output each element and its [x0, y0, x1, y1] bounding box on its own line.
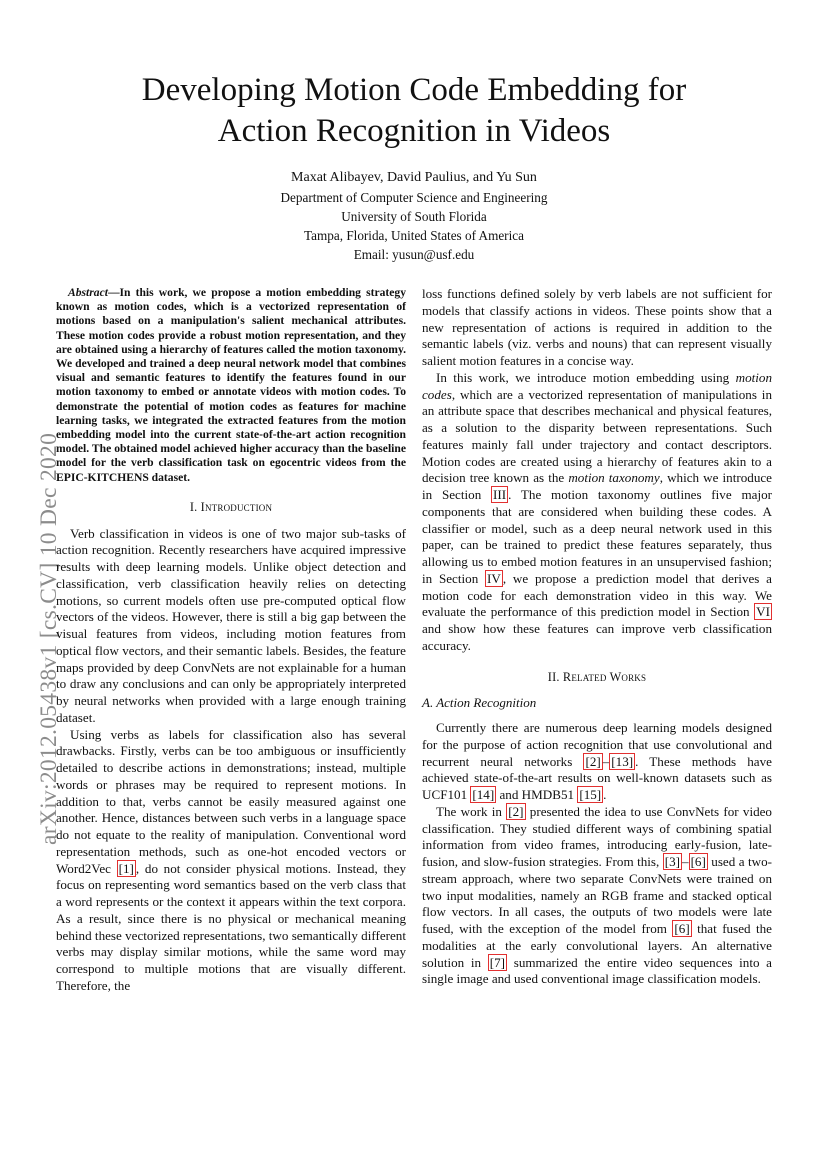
section-link-IV[interactable]: IV: [487, 570, 501, 586]
citation-link-2b[interactable]: [2]: [508, 803, 524, 819]
related-p2-text-a: The work in: [436, 803, 507, 819]
intro-p3-text-d: . The motion taxonomy outlines five major components that are considered when building these codes. A classifier or model, such as a deep neural network used in this paper, can be trained to predict these features separately, thus allowing us to embed motion features in an unsupervised fashion; in Section: [422, 487, 772, 586]
intro-paragraph-3: [422, 370, 772, 655]
abstract-text: —In this work, we propose a motion embedding strategy known as motion codes, which is a vectorized representation of motions based on a manipulation's salient mechanical attributes. These motion codes provide a robust motion representation, and they are obtained using a hierarchy of features called the motion taxonomy. We developed and trained a deep neural network model that combines visual and semantic features to identify the features found in our motion taxonomy to embed or annotate videos with motion codes. To demonstrate the potential of motion codes as features for machine learning tasks, we integrated the extracted features from the motion embedding model into the current state-of-the-art action recognition model. The obtained model achieved higher accuracy than the baseline model for the verb classification task on egocentric videos from the EPIC-KITCHENS dataset.: [56, 286, 406, 484]
related-paragraph-1: [422, 720, 772, 804]
citation-link-15[interactable]: [15]: [579, 787, 602, 802]
left-column: [56, 286, 406, 995]
section-heading-related-works: II. Related Works: [547, 669, 647, 684]
right-column: [422, 286, 772, 988]
intro-paragraph-2-text-b: , do not consider physical motions. Instead, they focus on representing word semantics based on the verb class that a word represents or the context it appears within the text corpora. As a result, since there is no physical or mechanical meaning behind these vectorized representations, two semantically different verbs may display similar motions, while the same word may correspond to multiple motions that are visually different. Therefore, the: [56, 860, 406, 993]
related-p2-text-b: presented the idea to use ConvNets for video classification. They studied different ways of combining spatial information from video frames, introducing early-fusion, late-fusion, and slow-fusion strategies. From this,: [422, 803, 772, 869]
related-p2-dash: –: [682, 854, 689, 869]
intro-p3-text-e: , we propose a prediction model that derives a motion code for each demonstration video in this way. We evaluate the performance of this prediction model in Section: [422, 570, 772, 620]
related-paragraph-2: [422, 804, 772, 988]
author-department: Department of Computer Science and Engineering: [280, 190, 548, 205]
author-university: University of South Florida: [341, 209, 487, 224]
citation-link-1[interactable]: [1]: [118, 860, 134, 876]
citation-link-6b[interactable]: [6]: [674, 921, 690, 936]
abstract-label: Abstract: [68, 286, 108, 299]
section-link-III[interactable]: III: [493, 487, 507, 502]
related-p2-text-c: used a two-stream approach, where two separate ConvNets were trained on two input modalities, namely an RGB frame and stacked optical flow vectors. In all cases, the outputs of two models were late fused, with the exception of the model from: [422, 854, 773, 936]
paper-title: Developing Motion Code Embedding for Action Recognition in Videos: [141, 72, 687, 149]
intro-p3-text-a: In this work, we introduce motion embedding using: [436, 369, 736, 385]
related-p2-text-e: summarized the entire video sequences into a single image and used conventional image classification models.: [422, 954, 772, 987]
intro-paragraph-2: [56, 727, 406, 995]
intro-p3-emphasis-motion-taxonomy: motion taxonomy: [568, 470, 660, 486]
author-email: Email: yusun@usf.edu: [353, 247, 475, 262]
citation-link-3[interactable]: [3]: [664, 854, 681, 869]
citation-link-13[interactable]: [13]: [611, 753, 634, 769]
intro-p3-text-b: , which are a vectorized representation of manipulations in an attribute space that describes mechanical and physical features, as a solution to the disparity between representations. Such features mainly fall under trajectory and contact descriptors. Motion codes are created using a hierarchy of features akin to a decision tree known as the: [422, 386, 772, 486]
related-p1-text-a: Currently there are numerous deep learning models designed for the purpose of action recognition that use convolutional and recurrent neural networks: [422, 720, 772, 769]
citation-link-7[interactable]: [7]: [489, 954, 506, 970]
intro-p3-text-c: , which we introduce in Section: [422, 470, 772, 502]
citation-link-14[interactable]: [14]: [472, 787, 495, 802]
intro-paragraph-2-text-a: Using verbs as labels for classification also has several drawbacks. Firstly, verbs can be too ambiguous or insufficiently detailed to describe actions in demonstrations; instead, multiple words or phrases may be required to represent motions. In addition to that, verbs cannot be easily measured against one another. Hence, distances between such verbs in a language space do not equate to the reality of manipulation. Conventional word representation methods, such as one-hot encoded vectors or Word2Vec: [56, 726, 406, 876]
related-p1-text-c: and HMDB51: [496, 787, 578, 802]
related-p1-text-b: . These methods have achieved state-of-the-art results on well-known datasets such as UCF101: [422, 753, 772, 802]
related-p2-text-d: that fused the modalities at the early convolutional layers. An alternative solution in: [422, 921, 772, 970]
section-link-VI[interactable]: VI: [756, 604, 770, 620]
related-p1-text-d: .: [603, 787, 607, 802]
arxiv-identifier: arXiv:2012.05438v1 [cs.CV] 10 Dec 2020: [36, 432, 62, 845]
intro-paragraph-1: Verb classification in videos is one of two major sub-tasks of action recognition. Recently researchers have acquired impressive results with deep learning models. Unlike object detection and classification, verb classification heavily relies on detecting motions, so current models often use pre-computed optical flow vectors of the videos. However, there is still a big gap between the visual features from videos, including motion features from optical flow vectors, and their semantic labels. Besides, the feature maps provided by deep ConvNets are not explainable for a human to draw any conclusions and can only be appropriately interpreted by neural networks when provided with a large enough training dataset.: [56, 525, 406, 725]
citation-link-6[interactable]: [6]: [690, 854, 706, 869]
intro-paragraph-2-continued: loss functions defined solely by verb labels are not sufficient for models that classify actions in videos. These points show that a new representation of actions is required in addition to the semantic labels (viz. verbs and nouns) that can represent visually salient motion features in a concise way.: [422, 286, 772, 368]
related-p1-dash: –: [602, 753, 610, 769]
author-names: Maxat Alibayev, David Paulius, and Yu Sun: [291, 170, 537, 185]
citation-link-2[interactable]: [2]: [585, 753, 601, 769]
subsection-heading-action-recognition: A. Action Recognition: [422, 695, 537, 711]
intro-p3-emphasis-motion-codes: motion codes: [422, 369, 772, 402]
section-heading-introduction: I. Introduction: [189, 499, 273, 514]
abstract: [56, 286, 406, 485]
intro-p3-text-f: and show how these features can improve verb classification accuracy.: [422, 621, 772, 653]
author-location: Tampa, Florida, United States of America: [304, 228, 524, 243]
author-block: [150, 168, 678, 264]
